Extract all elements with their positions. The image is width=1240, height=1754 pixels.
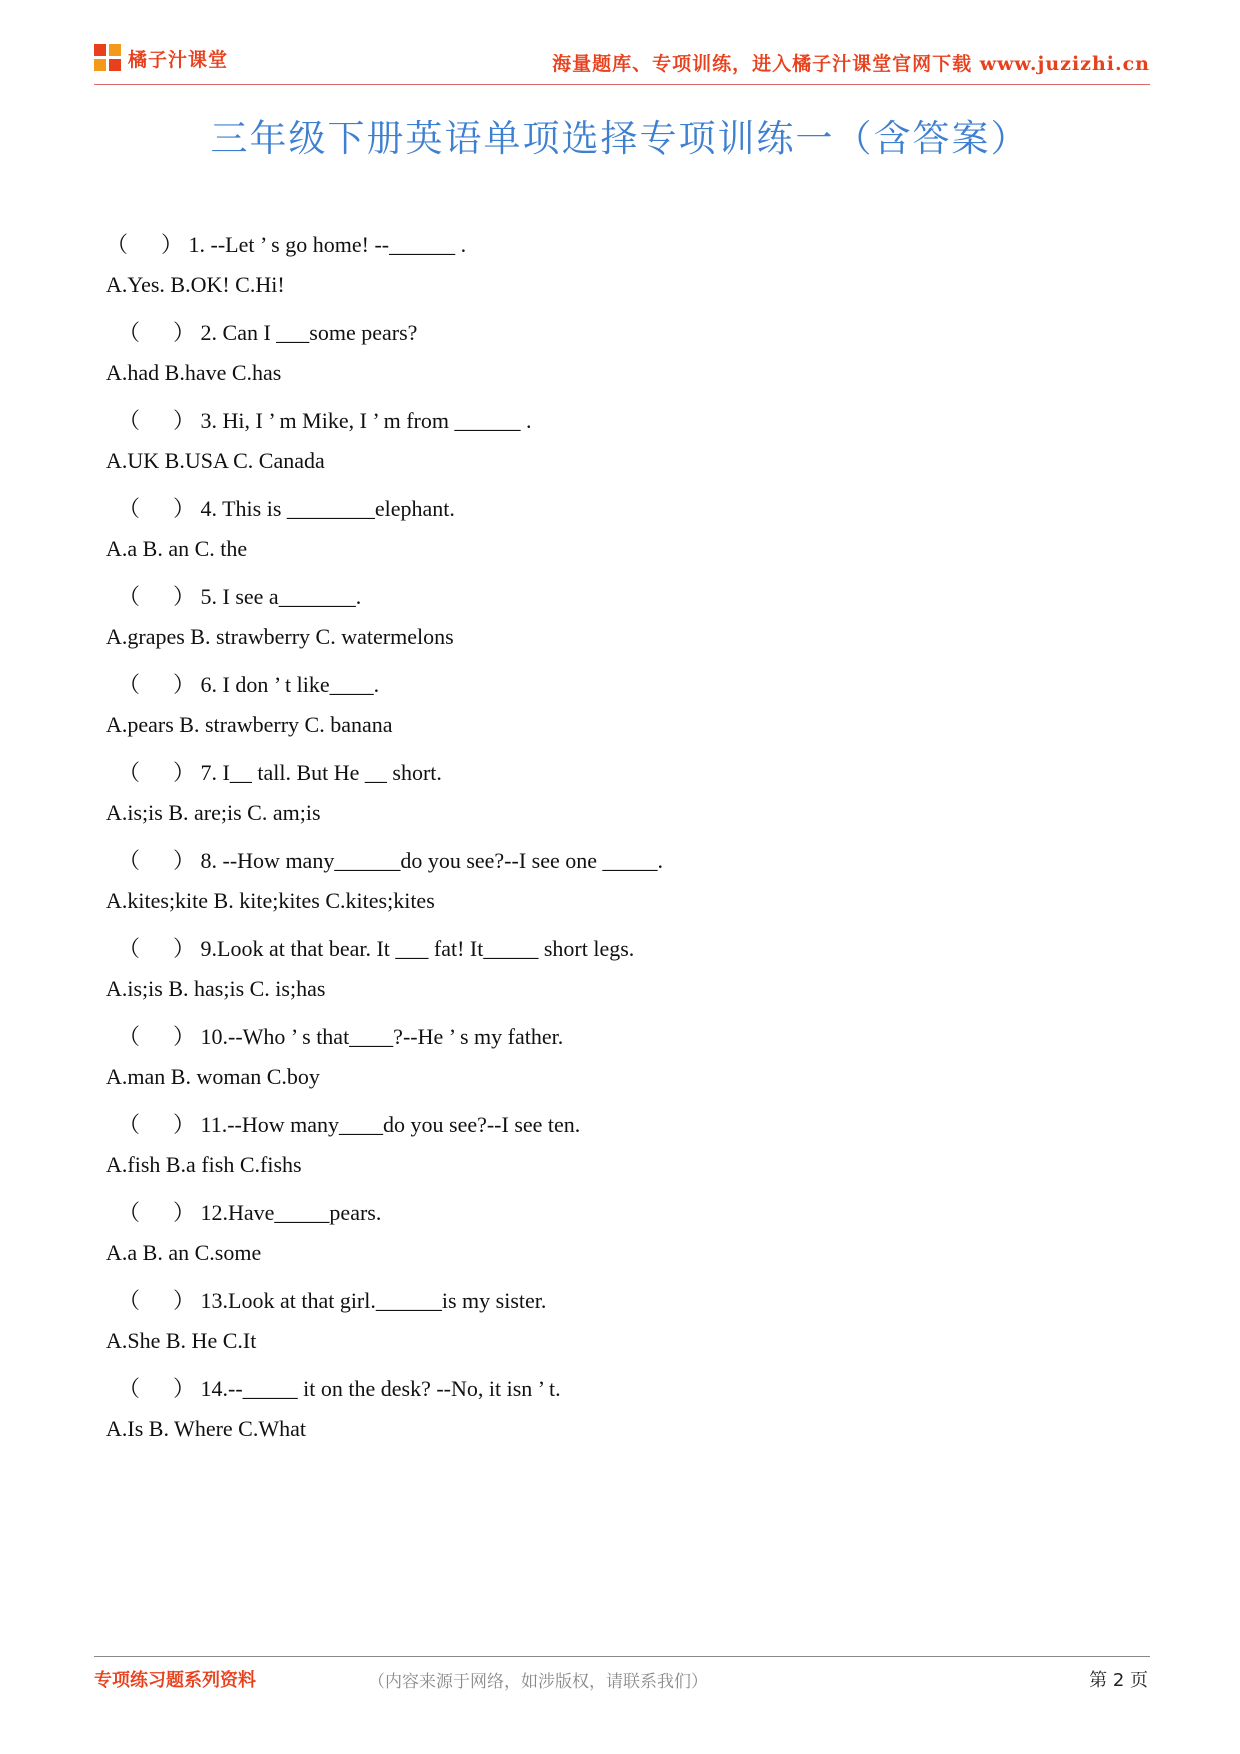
question-stem: 8. --How many______do you see?--I see one _____. — [200, 848, 664, 873]
answer-blank: （ ） — [118, 1288, 196, 1313]
answer-blank: （ ） — [118, 672, 196, 697]
answer-blank: （ ） — [118, 584, 196, 609]
answer-blank: （ ） — [118, 496, 196, 521]
question-options: A.is;is B. has;is C. is;has — [106, 976, 326, 1001]
answer-blank: （ ） — [118, 1376, 196, 1401]
footer-divider — [94, 1656, 1150, 1657]
answer-blank: （ ） — [118, 848, 196, 873]
answer-blank: （ ） — [118, 408, 196, 433]
question-options: A.fish B.a fish C.fishs — [106, 1152, 302, 1177]
answer-blank: （ ） — [118, 1112, 196, 1137]
question-options: A.had B.have C.has — [106, 360, 282, 385]
footer-copyright-note: （内容来源于网络，如涉版权，请联系我们） — [368, 1672, 708, 1692]
footer-series-label: 专项练习题系列资料 — [94, 1670, 256, 1691]
question-item — [118, 932, 634, 963]
question-stem: 11.--How many____do you see?--I see ten. — [200, 1112, 581, 1137]
question-options: A.a B. an C. the — [106, 536, 248, 561]
answer-blank: （ ） — [118, 320, 196, 345]
question-stem: 1. --Let ’ s go home! --______ . — [188, 232, 467, 257]
question-options: A.man B. woman C.boy — [106, 1064, 320, 1089]
question-item — [118, 1284, 546, 1315]
question-item — [118, 756, 442, 787]
question-item — [106, 228, 466, 259]
question-options: A.Is B. Where C.What — [106, 1416, 306, 1441]
question-options: A.a B. an C.some — [106, 1240, 262, 1265]
question-item — [118, 580, 361, 611]
question-stem: 6. I don ’ t like____. — [200, 672, 380, 697]
header-divider — [94, 84, 1150, 85]
question-item — [118, 1108, 580, 1139]
question-stem: 9.Look at that bear. It ___ fat! It_____ short legs. — [200, 936, 635, 961]
question-item — [118, 316, 417, 347]
question-options: A.kites;kite B. kite;kites C.kites;kites — [106, 888, 435, 913]
question-options: A.Yes. B.OK! C.Hi! — [106, 272, 285, 297]
question-stem: 5. I see a_______. — [200, 584, 362, 609]
logo-text: 橘子汁课堂 — [128, 48, 229, 71]
question-stem: 12.Have_____pears. — [200, 1200, 382, 1225]
question-stem: 13.Look at that girl.______is my sister. — [200, 1288, 547, 1313]
question-stem: 2. Can I ___some pears? — [200, 320, 418, 345]
question-item — [118, 1372, 561, 1403]
answer-blank: （ ） — [106, 232, 184, 257]
question-item — [118, 1196, 381, 1227]
question-item — [118, 492, 455, 523]
question-item — [118, 404, 531, 435]
question-item — [118, 668, 379, 699]
answer-blank: （ ） — [118, 1200, 196, 1225]
answer-blank: （ ） — [118, 760, 196, 785]
question-options: A.UK B.USA C. Canada — [106, 448, 325, 473]
question-stem: 3. Hi, I ’ m Mike, I ’ m from ______ . — [200, 408, 532, 433]
page-header — [94, 40, 1150, 80]
question-options: A.She B. He C.It — [106, 1328, 257, 1353]
answer-blank: （ ） — [118, 1024, 196, 1049]
question-item — [118, 1020, 563, 1051]
question-item — [118, 844, 663, 875]
question-stem: 10.--Who ’ s that____?--He ’ s my father. — [200, 1024, 564, 1049]
answer-blank: （ ） — [118, 936, 196, 961]
question-stem: 7. I__ tall. But He __ short. — [200, 760, 442, 785]
question-stem: 4. This is ________elephant. — [200, 496, 455, 521]
question-options: A.grapes B. strawberry C. watermelons — [106, 624, 454, 649]
logo-grid-icon — [94, 44, 122, 72]
page-title: 三年级下册英语单项选择专项训练一（含答案） — [210, 117, 1030, 160]
page-number: 第 2 页 — [1089, 1670, 1148, 1691]
brand-logo — [94, 44, 228, 72]
header-slogan: 海量题库、专项训练，进入橘子汁课堂官网下载 www.juzizhi.cn — [552, 53, 1150, 75]
question-stem: 14.--_____ it on the desk? --No, it isn ’ t. — [200, 1376, 561, 1401]
question-options: A.pears B. strawberry C. banana — [106, 712, 393, 737]
question-options: A.is;is B. are;is C. am;is — [106, 800, 321, 825]
